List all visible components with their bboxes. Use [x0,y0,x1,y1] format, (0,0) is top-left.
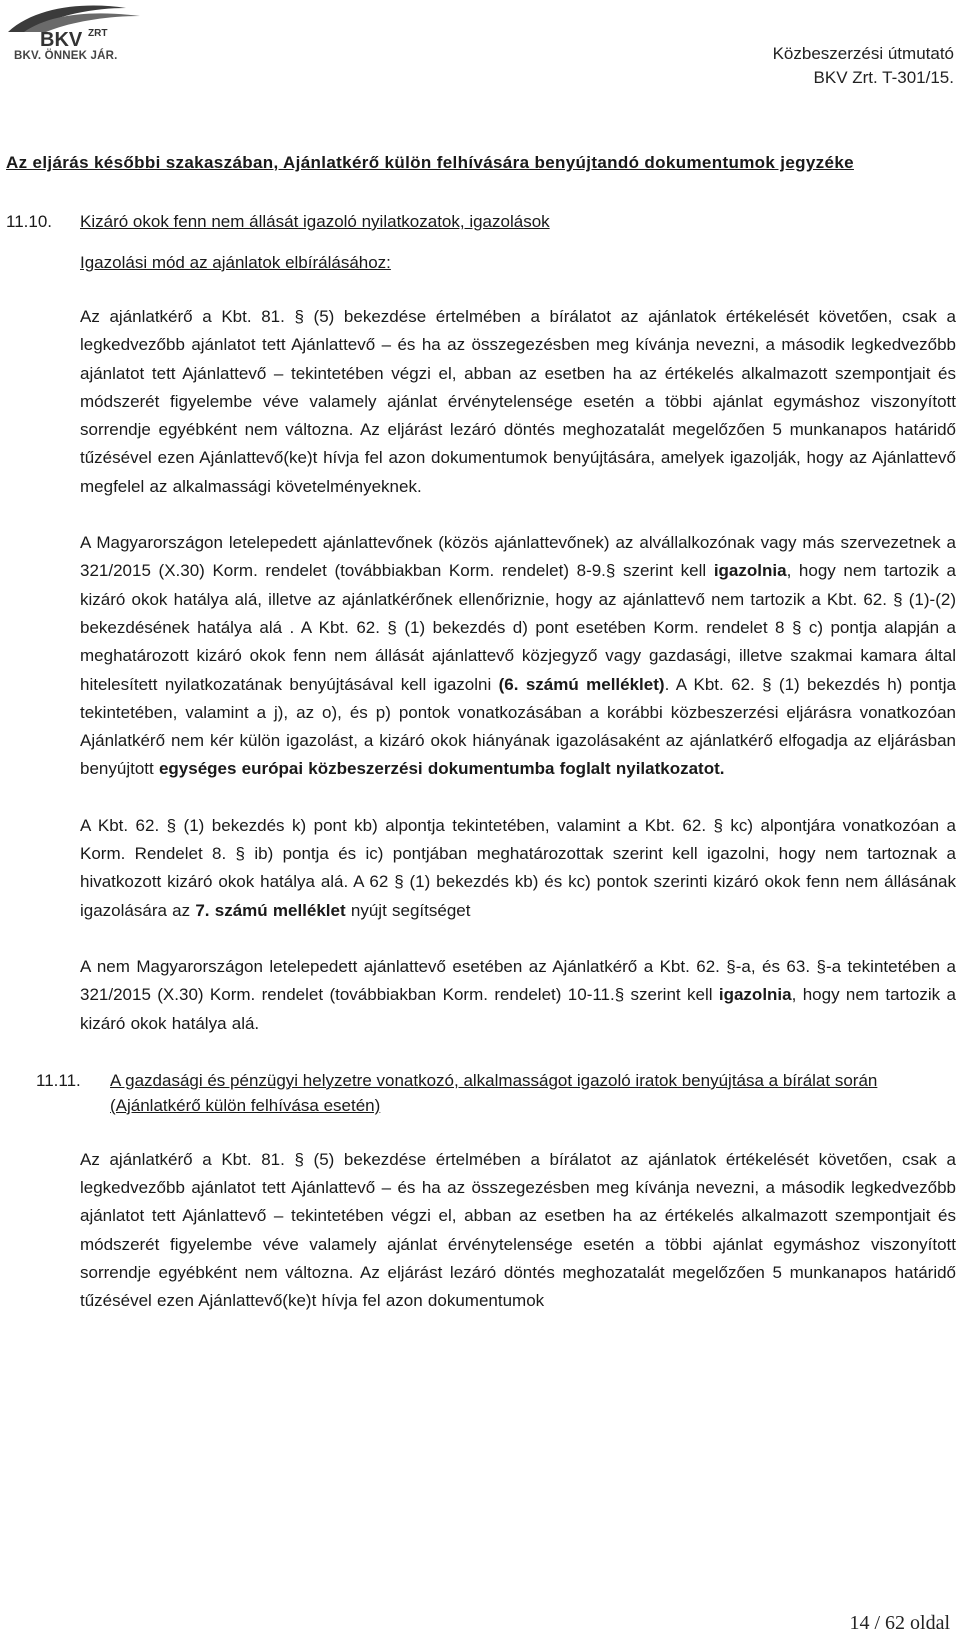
paragraph: A nem Magyarországon letelepedett ajánlattevő esetében az Ajánlatkérő a Kbt. 62. §-a, és 63. §-a tekintetében a 321/2015 (X.30) Korm. rendelet (továbbiakban Korm. rendelet) 10-11.§ szerint kell igazolnia, hogy nem tartozik a kizáró okok hatálya alá. [80,956,956,1033]
paragraph: Az ajánlatkérő a Kbt. 81. § (5) bekezdése értelmében a bírálatot az ajánlatok értékelését követően, csak a legkedvezőbb ajánlatot tett Ajánlattevő – és ha az összegezésben meg kívánja nevezni, a második legkedvezőbb ajánlatot tett Ajánlattevő – tekintetében végzi el, abban az esetben ha az értékelés alkalmazott szempontjait és módszerét figyelembe véve valamely ajánlat érvénytelensége esetén a többi ajánlat egymáshoz viszonyított sorrendje egyébként nem változna. Az eljárást lezáró döntés meghozatalát megelőzően 5 munkanapos határidő tűzésével ezen Ajánlattevő(ke)t hívja fel azon dokumentumok benyújtására, amelyek igazolják, hogy az Ajánlattevő megfelel az alkalmassági követelményeknek. [80,307,956,496]
paragraph: A Magyarországon letelepedett ajánlattevőnek (közös ajánlattevőnek) az alvállalkozónak vagy más szervezetnek a 321/2015 (X.30) Korm. rendelet (továbbiakban Korm. rendelet) 8-9.§ szerint kell igazolnia, hogy nem tartozik a kizáró okok hatálya alá, illetve az ajánlatkérőnek ellenőriznie, hogy az ajánlattevő nem tartozik a Kbt. 62. § (1)-(2) bekezdésének hatálya alá . A Kbt. 62. § (1) bekezdés d) pont esetében Korm. rendelet 8 § c) pontja alapján a meghatározott kizáró okok fenn nem állását ajánlattevő közjegyző vagy gazdasági, illetve szakmai kamara által hitelesített nyilatkozatának benyújtásával kell igazolni (6. számú melléklet). A Kbt. 62. § (1) bekezdés h) pontja tekintetében, valamint a j), az o), és p) pontok vonatkozásában a korábbi közbeszerzési eljárásra vonatkozóan Ajánlatkérő nem kér külön igazolást, a kizáró okok hiányának igazolásaként az ajánlatkérő elfogadja az eljárásban benyújtott egységes európai közbeszerzési dokumentumba foglalt nyilatkozatot. [80,533,957,779]
verification-method-label: Igazolási mód az ajánlatok elbírálásához: [80,253,391,272]
page-number: 14 / 62 oldal [849,1612,950,1634]
logo-tagline: BKV. ÖNNEK JÁR. [14,50,118,62]
section-title: Kizáró okok fenn nem állását igazoló nyilatkozatok, igazolások [80,212,550,231]
bkv-logo [6,2,156,68]
bold-text: egységes európai közbeszerzési dokumentumba foglalt nyilatkozatot. [158,759,725,779]
doc-title: Közbeszerzési útmutató [772,44,954,63]
paragraph: Az ajánlatkérő a Kbt. 81. § (5) bekezdése értelmében a bírálatot az ajánlatok értékelését követően, csak a legkedvezőbb ajánlatot tett Ajánlattevő – és ha az összegezésben meg kívánja nevezni, a második legkedvezőbb ajánlatot tett Ajánlattevő – tekintetében végzi el, abban az esetben ha az értékelés alkalmazott szempontjait és módszerét figyelembe véve valamely ajánlat érvénytelensége esetén a többi ajánlat egymáshoz viszonyított sorrendje egyébként nem változna. Az eljárást lezáró döntés meghozatalát megelőzően 5 munkanapos határidő tűzésével ezen Ajánlattevő(ke)t hívja fel azon dokumentumok [80,1149,956,1311]
doc-reference: BKV Zrt. T-301/15. [813,68,954,87]
bold-text: 7. számú melléklet [195,900,346,920]
section-number: 11.10. [6,212,53,231]
section-number: 11.11. [36,1070,81,1090]
bkv-logo-graphic [6,2,156,50]
main-title: Az eljárás későbbi szakaszában, Ajánlatkérő külön felhívására benyújtandó dokumentumok jegyzéke [6,153,854,172]
document-body [6,150,956,1316]
section-11-10-body [80,250,956,1038]
paragraph: A Kbt. 62. § (1) bekezdés k) pont kb) alpontja tekintetében, valamint a Kbt. 62. § kc) alpontjára vonatkozóan a Korm. Rendelet 8. § ib) pontja és ic) pontjában meghatározottak szerint kell igazolni, hogy nem tartoznak a hivatkozott kizáró okok hatálya alá. A 62 § (1) bekezdés kb) és kc) pontok szerinti kizáró okok fenn nem állásának igazolására az 7. számú melléklet nyújt segítséget [80,815,956,920]
bold-text: igazolnia [718,985,792,1005]
bold-text: (6. számú melléklet) [498,674,665,694]
page-header [0,0,960,87]
bold-text: igazolnia [713,561,787,581]
logo-text: BKV [40,29,83,50]
section-heading-11-10 [6,209,956,234]
section-title: A gazdasági és pénzügyi helyzetre vonatkozó, alkalmasságot igazoló iratok benyújtása a bírálat során (Ajánlatkérő külön felhívása esetén) [110,1070,878,1115]
logo-sup: ZRT [88,28,108,39]
section-heading-11-11 [36,1068,956,1118]
header-doc-info [773,42,954,90]
section-11-11-body [80,1146,956,1316]
